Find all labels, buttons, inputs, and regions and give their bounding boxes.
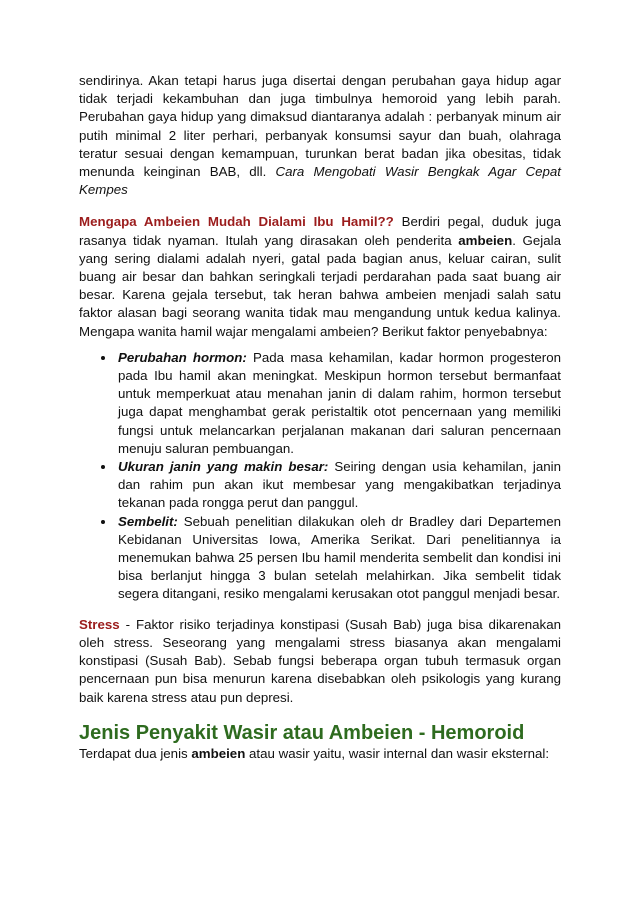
list-item-desc: Sebuah penelitian dilakukan oleh dr Bradley dari Departemen Kebidanan Universitas Iowa, Amerika Serikat. Dari penelitiannya ia menemukan bahwa 25 persen Ibu hamil menderita sembelit dan kondisi ini bisa berlanjut hingga 3 bulan setelah melahirkan. Jika sembelit tidak segera ditangani, resiko mengalami kerusakan otot panggul menjadi besar. (118, 513, 561, 602)
keyword: ambeien (191, 745, 246, 761)
paragraph-pregnancy (79, 213, 561, 340)
paragraph-text: . Gejala yang sering dialami adalah nyeri, gatal pada bagian anus, keluar cairan, sulit buang air besar dan bahkan seringkali terjadi perdarahan pada saat buang air besar. Karena gejala tersebut, tak heran bahwa ambeien menjadi salah satu faktor alasan bagi seorang wanita tidak mau mengandung untuk kedua kalinya. Mengapa wanita hamil wajar mengalami ambeien? Berikut faktor penyebabnya: (79, 232, 561, 339)
paragraph-lifestyle (79, 72, 561, 199)
paragraph-text: Berdiri pegal, duduk juga rasanya tidak nyaman. Itulah yang dirasakan oleh penderita (79, 214, 561, 248)
list-item-desc: Seiring dengan usia kehamilan, janin dan rahim pun akan ikut membesar yang mengakibatkan terjadinya tekanan pada rongga perut dan panggul. (118, 459, 561, 511)
paragraph-types (79, 745, 561, 763)
paragraph-text: sendirinya. Akan tetapi harus juga disertai dengan perubahan gaya hidup agar tidak terjadi kekambuhan dan juga timbulnya hemoroid yang lebih parah. Perubahan gaya hidup yang dimaksud diantaranya adalah : perbanyak minum air putih minimal 2 liter perhari, perbanyak konsumsi sayur dan buah, olahraga teratur sesuai dengan kemampuan, turunkan berat badan jika obesitas, tidak menunda keinginan BAB, dll. (79, 73, 561, 180)
list-item-desc: Pada masa kehamilan, kadar hormon progesteron pada Ibu hamil akan meningkat. Meskipun hormon tersebut bermanfaat untuk memperkuat atau menahan janin di dalam rahim, hormon tersebut juga dapat menghambat gerak peristaltik otot pencernaan yang memiliki fungsi untuk melancarkan perjalanan makanan dari saluran pencernaan menuju saluran pembuangan. (118, 349, 562, 456)
list-item (116, 349, 561, 458)
document-page (79, 72, 561, 763)
causes-list (79, 349, 561, 604)
section-lead: Stress (79, 616, 120, 632)
list-item-term: Perubahan hormon: (118, 349, 247, 365)
article-link[interactable]: Cara Mengobati Wasir Bengkak Agar Cepat Kempes (79, 164, 561, 198)
list-item (116, 513, 561, 604)
section-heading: Jenis Penyakit Wasir atau Ambeien - Hemoroid (79, 721, 525, 744)
section-lead: Mengapa Ambeien Mudah Dialami Ibu Hamil?? (79, 214, 394, 230)
list-item (116, 458, 561, 513)
keyword: ambeien (458, 232, 513, 248)
paragraph-text: - Faktor risiko terjadinya konstipasi (Susah Bab) juga bisa dikarenakan oleh stress. Seseorang yang mengalami stress biasanya akan mengalami konstipasi (Susah Bab). Sebab fungsi beberapa organ tubuh termasuk organ pencernaan pun bisa menurun karena disebabkan oleh psikologis yang kurang baik karena stress atau pun depresi. (79, 616, 561, 705)
paragraph-text: atau wasir yaitu, wasir internal dan wasir eksternal: (245, 745, 550, 761)
paragraph-stress (79, 616, 561, 707)
list-item-term: Ukuran janin yang makin besar: (118, 459, 329, 475)
list-item-term: Sembelit: (118, 513, 178, 529)
paragraph-text: Terdapat dua jenis (79, 745, 192, 761)
